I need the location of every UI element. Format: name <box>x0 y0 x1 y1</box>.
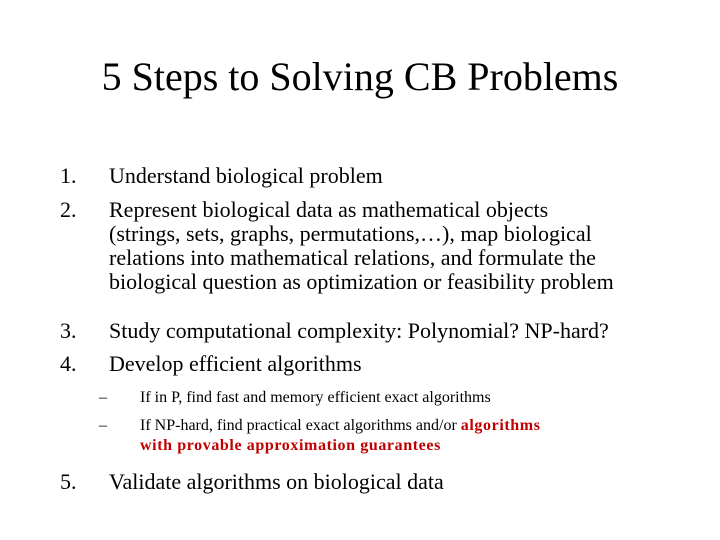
step-number: 3. <box>60 318 77 343</box>
step-text-line: relations into mathematical relations, and formulate the <box>109 245 596 270</box>
step-number: 2. <box>60 197 77 222</box>
step-text: Develop efficient algorithms <box>109 351 362 376</box>
step-text: Validate algorithms on biological data <box>109 469 444 494</box>
substep-text: If in P, find fast and memory efficient exact algorithms <box>140 389 491 406</box>
step-text-line: Represent biological data as mathematical objects <box>109 197 549 222</box>
step-number: 4. <box>60 351 77 376</box>
dash-bullet: – <box>99 389 107 406</box>
dash-bullet: – <box>99 417 107 434</box>
substep-text-plain: If NP-hard, find practical exact algorithms and/or <box>140 417 461 434</box>
step-text-line: biological question as optimization or feasibility problem <box>109 269 614 294</box>
substep-text <box>140 416 640 456</box>
slide-title: 5 Steps to Solving CB Problems <box>101 54 619 99</box>
highlighted-text: with provable approximation guarantees <box>140 437 441 454</box>
step-text <box>109 198 669 294</box>
step-number: 5. <box>60 469 77 494</box>
step-text-line: (strings, sets, graphs, permutations,…), map biological <box>109 221 592 246</box>
step-text: Understand biological problem <box>109 163 383 188</box>
highlighted-text: algorithms <box>460 417 541 434</box>
step-text: Study computational complexity: Polynomial? NP-hard? <box>109 318 609 343</box>
step-number: 1. <box>60 163 77 188</box>
